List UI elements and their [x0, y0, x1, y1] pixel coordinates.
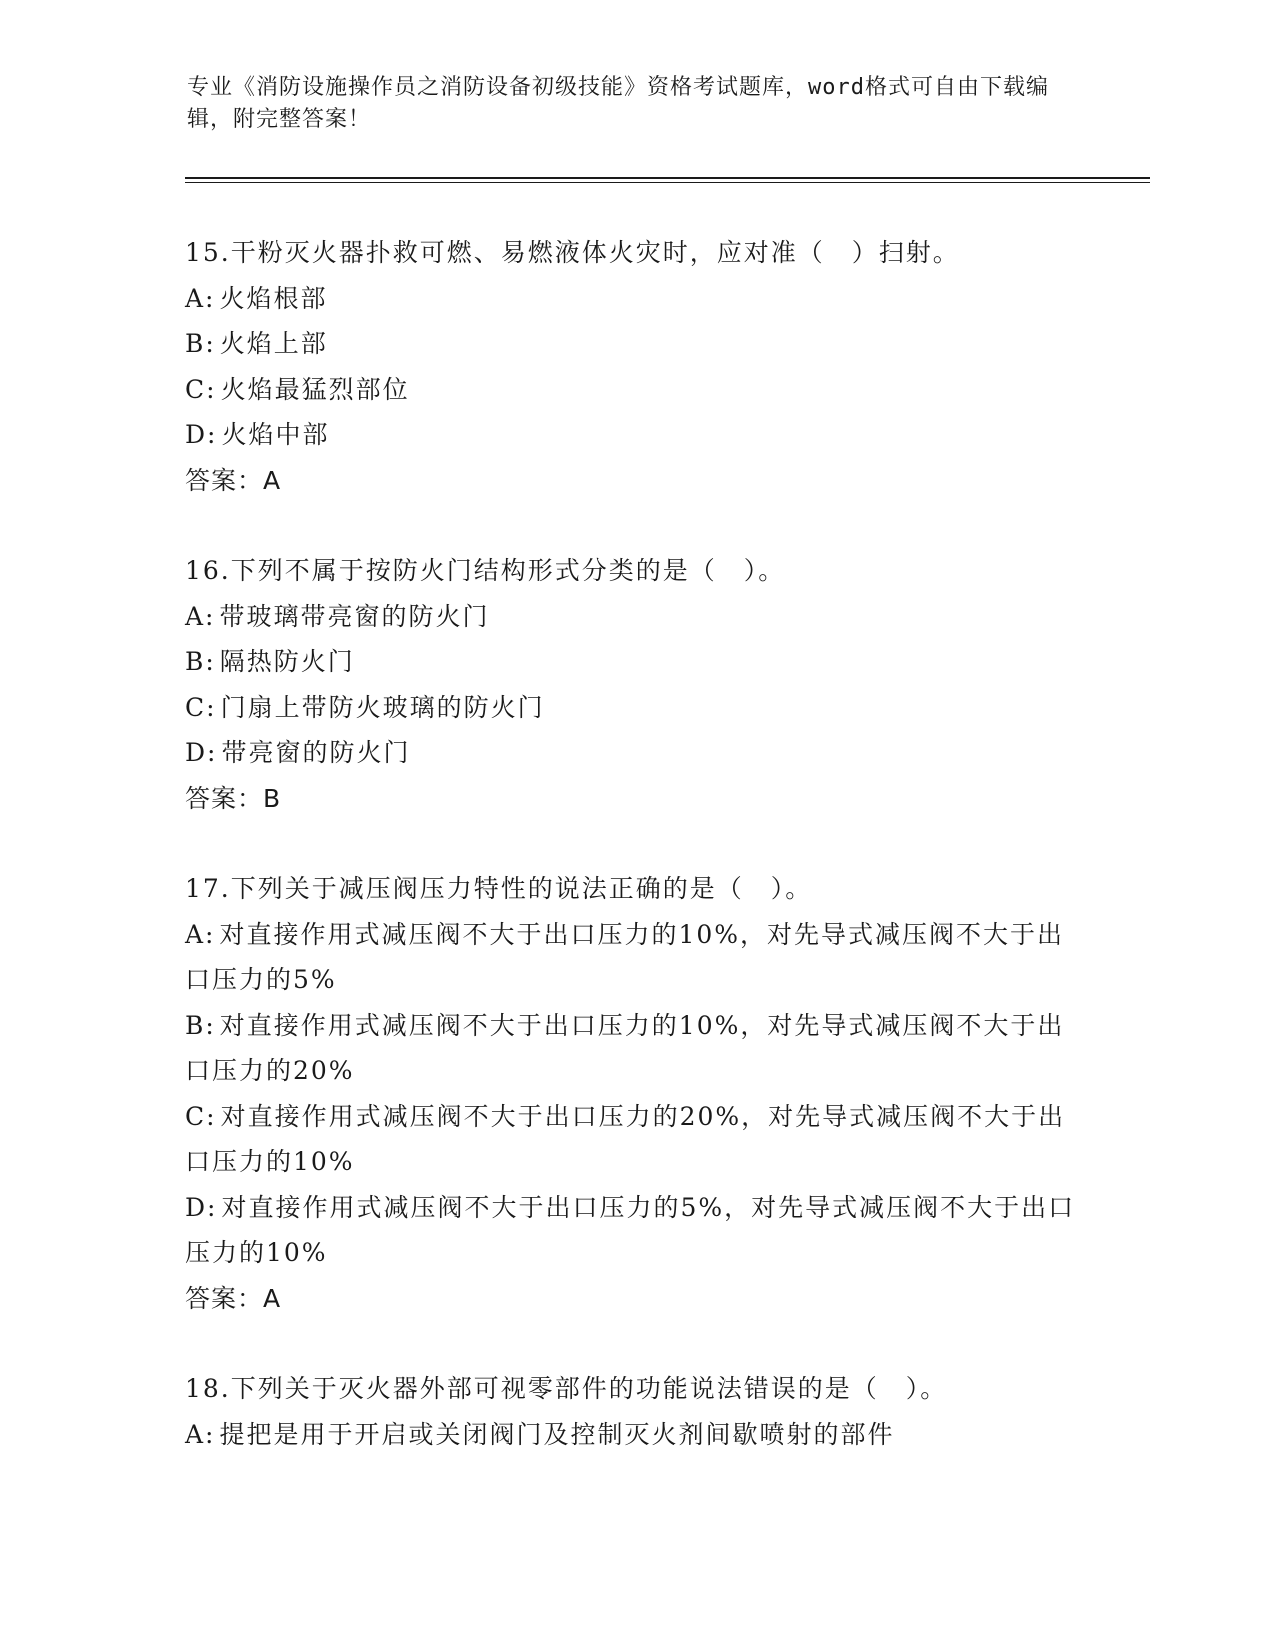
option-key: A:	[185, 1419, 216, 1449]
option-a	[185, 912, 1090, 1003]
option-key: A:	[185, 283, 216, 313]
question-stem: 18.下列关于灭火器外部可视零部件的功能说法错误的是（ ）。	[185, 1374, 948, 1403]
option-key: D:	[185, 420, 218, 449]
option-text: 提把是用于开启或关闭阀门及控制灭火剂间歇喷射的部件	[219, 1419, 895, 1449]
question-18	[185, 1366, 1090, 1457]
option-d	[185, 1185, 1090, 1276]
option-text: 对直接作用式减压阀不大于出口压力的10%，对先导式减压阀不大于出口压力的5%	[185, 919, 1065, 994]
option-d	[185, 730, 1090, 776]
option-text: 火焰最猛烈部位	[220, 374, 410, 404]
option-key: C:	[185, 1101, 217, 1131]
option-d	[185, 412, 1090, 458]
option-key: C:	[185, 374, 217, 404]
option-key: B:	[185, 329, 216, 358]
option-b	[185, 639, 1090, 685]
question-17	[185, 866, 1090, 1321]
option-text: 门扇上带防火玻璃的防火门	[220, 692, 545, 722]
option-key: A:	[185, 919, 216, 949]
option-key: D:	[185, 1192, 218, 1222]
answer-line: 答案：A	[185, 1283, 282, 1313]
option-text: 火焰中部	[221, 420, 330, 449]
option-a	[185, 276, 1090, 322]
question-stem: 17.下列关于减压阀压力特性的说法正确的是（ ）。	[185, 874, 813, 903]
question-stem: 15.干粉灭火器扑救可燃、易燃液体火灾时，应对准（ ）扫射。	[185, 238, 960, 267]
option-b	[185, 321, 1090, 367]
option-text: 对直接作用式减压阀不大于出口压力的5%，对先导式减压阀不大于出口压力的10%	[185, 1192, 1076, 1267]
option-key: D:	[185, 738, 218, 767]
option-text: 对直接作用式减压阀不大于出口压力的10%，对先导式减压阀不大于出口压力的20%	[185, 1010, 1065, 1085]
option-c	[185, 367, 1090, 413]
option-a	[185, 1412, 1090, 1458]
document-header: 专业《消防设施操作员之消防设备初级技能》资格考试题库，word格式可自由下载编辑，附完整答案！	[187, 75, 1049, 132]
option-b	[185, 1003, 1090, 1094]
header-divider-thick	[185, 177, 1150, 179]
option-text: 带玻璃带亮窗的防火门	[219, 601, 490, 631]
option-text: 隔热防火门	[219, 647, 355, 676]
answer-line: 答案：A	[185, 465, 282, 495]
question-15	[185, 230, 1090, 503]
option-key: A:	[185, 601, 216, 631]
question-16	[185, 548, 1090, 821]
option-key: C:	[185, 692, 217, 722]
option-text: 带亮窗的防火门	[221, 738, 411, 767]
option-text: 对直接作用式减压阀不大于出口压力的20%，对先导式减压阀不大于出口压力的10%	[185, 1101, 1066, 1176]
option-c	[185, 685, 1090, 731]
option-key: B:	[185, 647, 216, 676]
option-text: 火焰上部	[219, 329, 328, 358]
option-key: B:	[185, 1010, 216, 1040]
option-text: 火焰根部	[219, 283, 328, 313]
header-divider-thin	[185, 182, 1150, 183]
answer-line: 答案：B	[185, 783, 282, 813]
question-stem: 16.下列不属于按防火门结构形式分类的是（ ）。	[185, 556, 786, 585]
option-a	[185, 594, 1090, 640]
option-c	[185, 1094, 1090, 1185]
